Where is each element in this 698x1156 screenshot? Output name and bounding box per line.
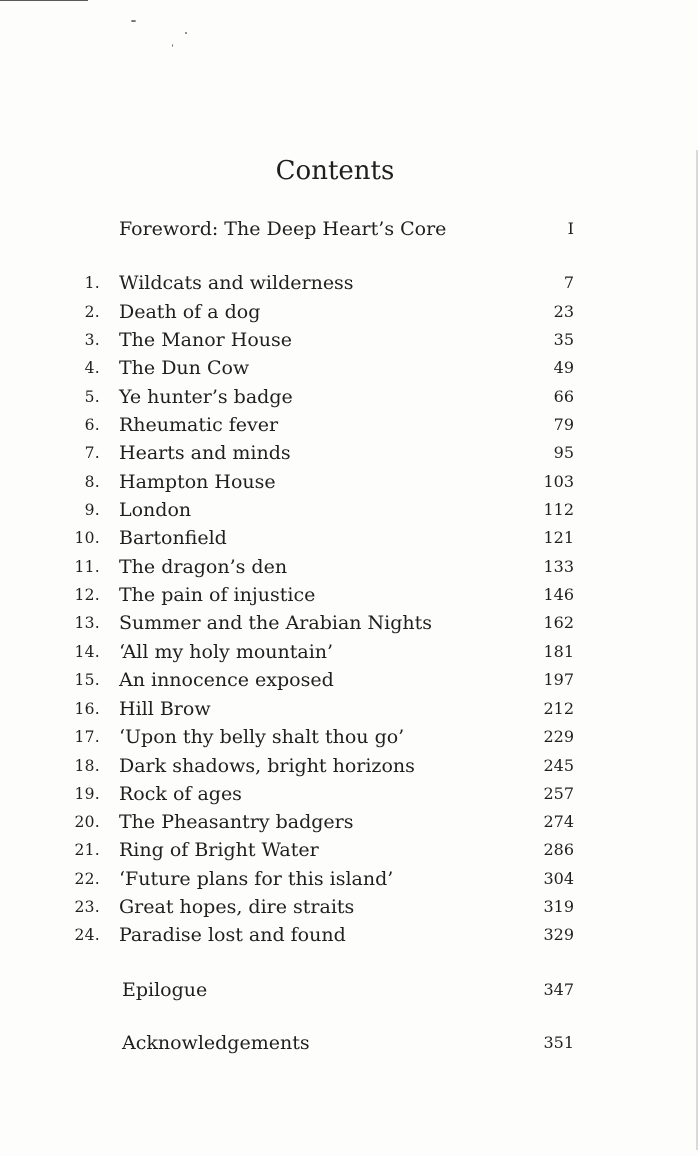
- print-speck: [172, 44, 173, 47]
- toc-entry: [0, 439, 698, 467]
- chapter-title: Ring of Bright Water: [119, 839, 319, 861]
- chapter-title: Hill Brow: [119, 698, 211, 720]
- toc-entry: [0, 893, 698, 921]
- chapter-title: An innocence exposed: [119, 669, 334, 691]
- chapter-number: 24.: [74, 926, 100, 944]
- chapter-title: Paradise lost and found: [119, 924, 346, 946]
- chapter-number: 12.: [74, 586, 100, 604]
- toc-entry: [0, 354, 698, 382]
- chapter-page-number: 257: [543, 784, 574, 803]
- chapter-page-number: 23: [553, 302, 574, 321]
- chapter-page-number: 121: [543, 528, 574, 547]
- chapter-page-number: 229: [543, 727, 574, 746]
- toc-entry: [0, 609, 698, 637]
- chapter-number: 3.: [84, 331, 100, 349]
- chapter-page-number: 95: [553, 443, 574, 462]
- toc-entry: [0, 581, 698, 609]
- toc-entry: [0, 524, 698, 552]
- chapter-number: 11.: [74, 558, 100, 576]
- toc-entry: [0, 666, 698, 694]
- chapter-page-number: 319: [543, 897, 574, 916]
- chapter-number: 5.: [84, 388, 100, 406]
- chapter-page-number: 197: [543, 670, 574, 689]
- toc-entry-epilogue: [0, 976, 698, 1004]
- entry-title: Foreword: The Deep Heart’s Core: [119, 218, 447, 240]
- chapter-title: The Pheasantry badgers: [119, 811, 354, 833]
- chapter-title: The Manor House: [119, 329, 293, 351]
- toc-entry: [0, 752, 698, 780]
- chapter-title: ‘Future plans for this island’: [119, 868, 394, 890]
- chapter-title: Bartonfield: [119, 527, 227, 549]
- chapter-number: 2.: [84, 303, 100, 321]
- chapter-page-number: 103: [543, 472, 574, 491]
- chapter-title: Ye hunter’s badge: [119, 386, 293, 408]
- chapter-title: Rheumatic fever: [119, 414, 279, 436]
- chapter-number: 10.: [74, 529, 100, 547]
- toc-entry: [0, 553, 698, 581]
- entry-title: Acknowledgements: [122, 1032, 310, 1054]
- chapter-title: Hampton House: [119, 471, 276, 493]
- chapter-title: The pain of injustice: [119, 584, 316, 606]
- chapter-title: ‘Upon thy belly shalt thou go’: [119, 726, 405, 748]
- chapter-number: 4.: [84, 359, 100, 377]
- toc-entry: [0, 836, 698, 864]
- chapter-title: Death of a dog: [119, 301, 261, 323]
- chapter-number: 16.: [74, 700, 100, 718]
- chapter-page-number: 245: [543, 756, 574, 775]
- entry-page-number: 347: [543, 980, 574, 999]
- chapter-page-number: 66: [553, 387, 574, 406]
- chapter-page-number: 274: [543, 812, 574, 831]
- entry-page-number: 351: [543, 1033, 574, 1052]
- chapter-number: 13.: [74, 614, 100, 632]
- chapter-title: ‘All my holy mountain’: [119, 641, 334, 663]
- chapter-page-number: 329: [543, 925, 574, 944]
- chapter-title: Dark shadows, bright horizons: [119, 755, 415, 777]
- chapter-page-number: 133: [543, 557, 574, 576]
- contents-heading: Contents: [275, 156, 395, 186]
- toc-entry: [0, 921, 698, 949]
- chapter-number: 19.: [74, 785, 100, 803]
- chapter-page-number: 35: [553, 330, 574, 349]
- toc-entry: [0, 780, 698, 808]
- chapter-number: 23.: [74, 898, 100, 916]
- chapter-number: 1.: [84, 274, 100, 292]
- chapter-page-number: 7: [563, 273, 574, 292]
- chapter-page-number: 212: [543, 699, 574, 718]
- toc-entry: [0, 723, 698, 751]
- chapter-title: Hearts and minds: [119, 442, 291, 464]
- chapter-number: 21.: [74, 841, 100, 859]
- toc-entry: [0, 411, 698, 439]
- chapter-title: The dragon’s den: [119, 556, 288, 578]
- toc-entry: [0, 269, 698, 297]
- chapter-title: Rock of ages: [119, 783, 242, 805]
- chapter-page-number: 112: [543, 500, 574, 519]
- chapter-title: Wildcats and wilderness: [119, 272, 354, 294]
- chapter-title: London: [119, 499, 192, 521]
- toc-entry: [0, 808, 698, 836]
- chapter-page-number: 181: [543, 642, 574, 661]
- chapter-page-number: 79: [553, 415, 574, 434]
- toc-entry: [0, 695, 698, 723]
- chapter-number: 6.: [84, 416, 100, 434]
- chapter-number: 9.: [84, 501, 100, 519]
- chapter-number: 15.: [74, 671, 100, 689]
- toc-entry: [0, 383, 698, 411]
- chapter-number: 14.: [74, 643, 100, 661]
- chapter-number: 8.: [84, 473, 100, 491]
- toc-entry: [0, 865, 698, 893]
- chapter-page-number: 304: [543, 869, 574, 888]
- chapter-number: 22.: [74, 870, 100, 888]
- chapter-page-number: 49: [553, 358, 574, 377]
- chapter-title: Great hopes, dire straits: [119, 896, 355, 918]
- chapter-page-number: 162: [543, 613, 574, 632]
- chapter-number: 18.: [74, 757, 100, 775]
- toc-entry: [0, 496, 698, 524]
- chapter-page-number: 286: [543, 840, 574, 859]
- chapter-number: 20.: [74, 813, 100, 831]
- print-speck: [185, 32, 187, 34]
- print-speck: [131, 20, 136, 22]
- chapter-title: The Dun Cow: [119, 357, 250, 379]
- top-edge-rule: [0, 0, 88, 1]
- toc-entry-acknowledgements: [0, 1029, 698, 1057]
- toc-entry: [0, 468, 698, 496]
- toc-entry-foreword: [0, 215, 698, 243]
- entry-title: Epilogue: [122, 979, 208, 1001]
- chapter-number: 17.: [74, 728, 100, 746]
- toc-entry: [0, 298, 698, 326]
- chapter-number: 7.: [84, 444, 100, 462]
- toc-entry: [0, 638, 698, 666]
- chapter-page-number: 146: [543, 585, 574, 604]
- chapter-title: Summer and the Arabian Nights: [119, 612, 433, 634]
- entry-page-number: I: [567, 219, 574, 238]
- toc-entry: [0, 326, 698, 354]
